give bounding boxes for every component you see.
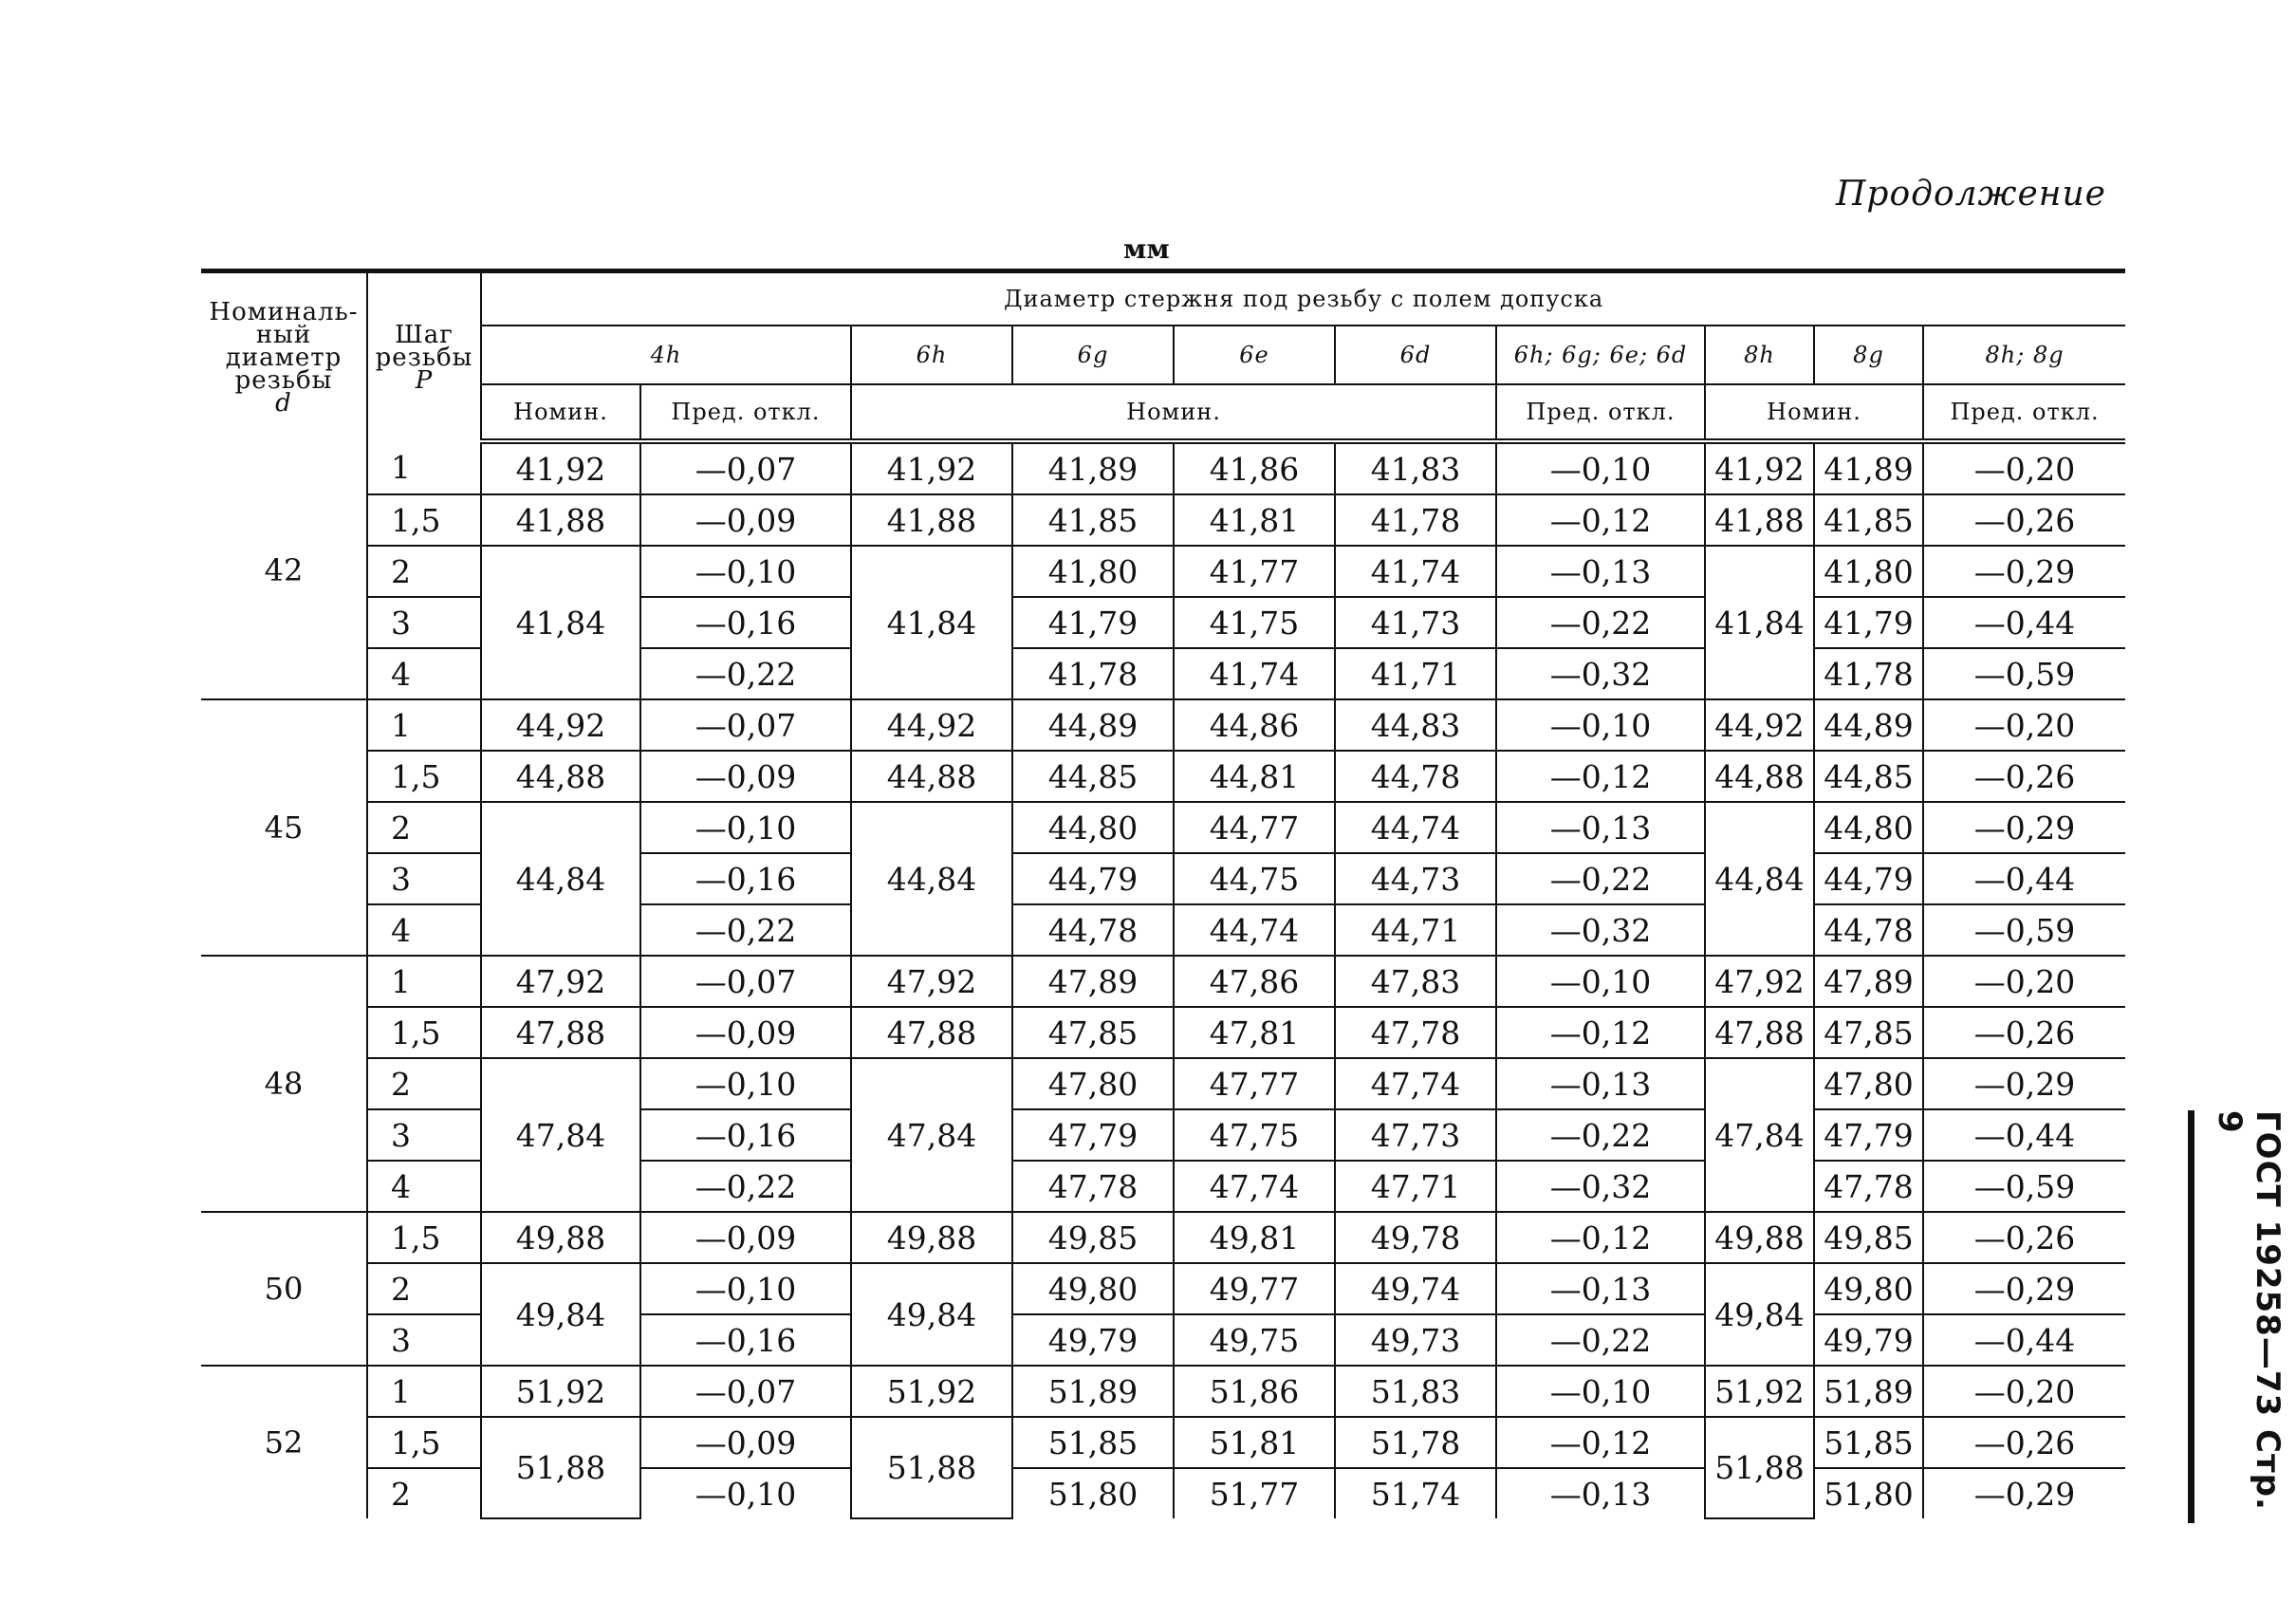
table-row (201, 802, 2125, 853)
pred-otkl-6-cell: —0,12 (1496, 751, 1705, 802)
pred-otkl-8-cell: —0,26 (1923, 494, 2125, 546)
continuation-label: Продолжение (1836, 175, 2106, 214)
header-nomin-4h: Номин. (481, 384, 640, 441)
nomin-6h-cell: 44,88 (851, 751, 1012, 802)
nomin-6d-cell: 41,78 (1335, 494, 1496, 546)
nominal-diameter-cell: 45 (201, 699, 367, 956)
header-tol-6h: 6h (851, 326, 1012, 384)
pred-otkl-8-cell: —0,20 (1923, 699, 2125, 751)
nomin-6g-cell: 47,80 (1012, 1058, 1174, 1109)
nomin-4h-cell: 51,88 (481, 1417, 640, 1518)
pred-otkl-8-cell: —0,59 (1923, 648, 2125, 699)
pred-otkl-4h-cell: —0,10 (640, 1468, 851, 1518)
pitch-cell: 2 (367, 1263, 481, 1314)
nomin-8g-cell: 41,89 (1814, 441, 1923, 494)
nomin-4h-cell: 47,92 (481, 956, 640, 1007)
nomin-8g-cell: 44,78 (1814, 904, 1923, 956)
nomin-6h-cell: 49,84 (851, 1263, 1012, 1366)
nomin-6e-cell: 47,77 (1174, 1058, 1335, 1109)
nomin-8g-cell: 41,85 (1814, 494, 1923, 546)
pred-otkl-4h-cell: —0,09 (640, 1417, 851, 1468)
nomin-6d-cell: 49,74 (1335, 1263, 1496, 1314)
nomin-6g-cell: 51,89 (1012, 1366, 1174, 1417)
nomin-8g-cell: 44,89 (1814, 699, 1923, 751)
nomin-6e-cell: 41,86 (1174, 441, 1335, 494)
nomin-6d-cell: 51,74 (1335, 1468, 1496, 1518)
nomin-4h-cell: 44,84 (481, 802, 640, 956)
nomin-8g-cell: 41,80 (1814, 546, 1923, 597)
pred-otkl-4h-cell: —0,09 (640, 494, 851, 546)
table-row (201, 546, 2125, 597)
nomin-6g-cell: 47,78 (1012, 1161, 1174, 1212)
nomin-6h-cell: 51,92 (851, 1366, 1012, 1417)
pred-otkl-6-cell: —0,22 (1496, 1314, 1705, 1366)
pitch-cell: 4 (367, 648, 481, 699)
pitch-cell: 3 (367, 597, 481, 648)
pred-otkl-4h-cell: —0,16 (640, 1314, 851, 1366)
nomin-6g-cell: 44,78 (1012, 904, 1174, 956)
nomin-8g-cell: 49,80 (1814, 1263, 1923, 1314)
pred-otkl-4h-cell: —0,09 (640, 751, 851, 802)
pitch-cell: 1 (367, 441, 481, 494)
nomin-6h-cell: 47,84 (851, 1058, 1012, 1212)
pred-otkl-8-cell: —0,59 (1923, 1161, 2125, 1212)
pred-otkl-4h-cell: —0,22 (640, 648, 851, 699)
pred-otkl-6-cell: —0,12 (1496, 1212, 1705, 1263)
table-row (201, 1058, 2125, 1109)
pred-otkl-6-cell: —0,10 (1496, 699, 1705, 751)
header-tol-6g: 6g (1012, 326, 1174, 384)
pred-otkl-4h-cell: —0,09 (640, 1212, 851, 1263)
nomin-6g-cell: 41,80 (1012, 546, 1174, 597)
nominal-diameter-cell: 48 (201, 956, 367, 1212)
pred-otkl-8-cell: —0,26 (1923, 751, 2125, 802)
nomin-6e-cell: 49,75 (1174, 1314, 1335, 1366)
pitch-cell: 2 (367, 1058, 481, 1109)
header-nomin-8: Номин. (1705, 384, 1923, 441)
nomin-8g-cell: 47,80 (1814, 1058, 1923, 1109)
nomin-6d-cell: 47,73 (1335, 1109, 1496, 1161)
nomin-8g-cell: 41,79 (1814, 597, 1923, 648)
nomin-8h-cell: 44,84 (1705, 802, 1814, 956)
header-pitch: Шаг резьбы P (367, 271, 481, 442)
pred-otkl-4h-cell: —0,22 (640, 1161, 851, 1212)
nomin-8g-cell: 44,85 (1814, 751, 1923, 802)
nomin-6h-cell: 44,92 (851, 699, 1012, 751)
pred-otkl-6-cell: —0,22 (1496, 1109, 1705, 1161)
nomin-6g-cell: 41,85 (1012, 494, 1174, 546)
pred-otkl-4h-cell: —0,16 (640, 597, 851, 648)
header-tol-6-all: 6h; 6g; 6e; 6d (1496, 326, 1705, 384)
pred-otkl-8-cell: —0,44 (1923, 1314, 2125, 1366)
header-tol-4h: 4h (481, 326, 851, 384)
header-pred-otkl-4h: Пред. откл. (640, 384, 851, 441)
pred-otkl-8-cell: —0,44 (1923, 597, 2125, 648)
nomin-8h-cell: 51,92 (1705, 1366, 1814, 1417)
header-nomin-6: Номин. (851, 384, 1496, 441)
nomin-6e-cell: 41,75 (1174, 597, 1335, 648)
side-label-text: ГОСТ 19258—73 Стр. 9 (2211, 1110, 2287, 1511)
header-pred-otkl-8: Пред. откл. (1923, 384, 2125, 441)
pred-otkl-6-cell: —0,10 (1496, 956, 1705, 1007)
nomin-6g-cell: 41,89 (1012, 441, 1174, 494)
pitch-cell: 3 (367, 1314, 481, 1366)
nomin-6e-cell: 44,77 (1174, 802, 1335, 853)
nomin-6g-cell: 44,79 (1012, 853, 1174, 904)
nomin-6e-cell: 41,81 (1174, 494, 1335, 546)
nomin-6d-cell: 44,71 (1335, 904, 1496, 956)
nomin-6g-cell: 49,80 (1012, 1263, 1174, 1314)
pred-otkl-4h-cell: —0,10 (640, 802, 851, 853)
pred-otkl-6-cell: —0,32 (1496, 1161, 1705, 1212)
pred-otkl-6-cell: —0,13 (1496, 1263, 1705, 1314)
pred-otkl-8-cell: —0,26 (1923, 1212, 2125, 1263)
nomin-4h-cell: 44,92 (481, 699, 640, 751)
nomin-6h-cell: 51,88 (851, 1417, 1012, 1518)
pred-otkl-4h-cell: —0,07 (640, 956, 851, 1007)
pred-otkl-8-cell: —0,44 (1923, 853, 2125, 904)
nomin-6g-cell: 47,89 (1012, 956, 1174, 1007)
nomin-6e-cell: 47,86 (1174, 956, 1335, 1007)
nomin-4h-cell: 41,92 (481, 441, 640, 494)
nomin-6e-cell: 47,75 (1174, 1109, 1335, 1161)
nomin-6g-cell: 41,78 (1012, 648, 1174, 699)
nomin-8h-cell: 47,92 (1705, 956, 1814, 1007)
pitch-cell: 1 (367, 956, 481, 1007)
nomin-4h-cell: 41,88 (481, 494, 640, 546)
nomin-8g-cell: 49,79 (1814, 1314, 1923, 1366)
table-row (201, 494, 2125, 546)
nomin-8h-cell: 44,92 (1705, 699, 1814, 751)
nomin-8h-cell: 47,88 (1705, 1007, 1814, 1058)
nomin-6g-cell: 49,79 (1012, 1314, 1174, 1366)
nomin-6e-cell: 49,81 (1174, 1212, 1335, 1263)
pitch-cell: 3 (367, 1109, 481, 1161)
pred-otkl-8-cell: —0,26 (1923, 1007, 2125, 1058)
pred-otkl-8-cell: —0,29 (1923, 546, 2125, 597)
pitch-cell: 1 (367, 699, 481, 751)
pred-otkl-6-cell: —0,32 (1496, 648, 1705, 699)
nomin-4h-cell: 47,84 (481, 1058, 640, 1212)
pitch-cell: 1 (367, 1366, 481, 1417)
pred-otkl-8-cell: —0,29 (1923, 1263, 2125, 1314)
nomin-6e-cell: 47,74 (1174, 1161, 1335, 1212)
nominal-diameter-cell: 42 (201, 441, 367, 699)
nomin-6g-cell: 51,85 (1012, 1417, 1174, 1468)
pred-otkl-4h-cell: —0,22 (640, 904, 851, 956)
nomin-6e-cell: 49,77 (1174, 1263, 1335, 1314)
pred-otkl-6-cell: —0,13 (1496, 802, 1705, 853)
nomin-6g-cell: 44,89 (1012, 699, 1174, 751)
pred-otkl-6-cell: —0,13 (1496, 1468, 1705, 1518)
pred-otkl-6-cell: —0,22 (1496, 597, 1705, 648)
nomin-6h-cell: 41,84 (851, 546, 1012, 699)
nomin-6d-cell: 47,71 (1335, 1161, 1496, 1212)
side-margin-label (2182, 1110, 2287, 1528)
nomin-6g-cell: 49,85 (1012, 1212, 1174, 1263)
table-row (201, 441, 2125, 494)
pred-otkl-8-cell: —0,29 (1923, 1468, 2125, 1518)
pred-otkl-6-cell: —0,32 (1496, 904, 1705, 956)
pred-otkl-6-cell: —0,12 (1496, 494, 1705, 546)
nomin-6h-cell: 49,88 (851, 1212, 1012, 1263)
nomin-8g-cell: 47,85 (1814, 1007, 1923, 1058)
nomin-6e-cell: 51,86 (1174, 1366, 1335, 1417)
nomin-8h-cell: 41,84 (1705, 546, 1814, 699)
pred-otkl-4h-cell: —0,07 (640, 699, 851, 751)
nomin-6e-cell: 44,86 (1174, 699, 1335, 751)
pred-otkl-4h-cell: —0,07 (640, 441, 851, 494)
header-nominal-diameter: Номиналь- ный диаметр резьбы d (201, 271, 367, 442)
pred-otkl-6-cell: —0,13 (1496, 546, 1705, 597)
nomin-6d-cell: 44,78 (1335, 751, 1496, 802)
pred-otkl-4h-cell: —0,16 (640, 1109, 851, 1161)
nomin-8h-cell: 49,88 (1705, 1212, 1814, 1263)
nomin-8g-cell: 47,79 (1814, 1109, 1923, 1161)
nomin-6e-cell: 44,75 (1174, 853, 1335, 904)
pred-otkl-8-cell: —0,20 (1923, 441, 2125, 494)
table-row (201, 1212, 2125, 1263)
pitch-cell: 2 (367, 546, 481, 597)
pitch-cell: 4 (367, 1161, 481, 1212)
nomin-8h-cell: 44,88 (1705, 751, 1814, 802)
pred-otkl-4h-cell: —0,07 (640, 1366, 851, 1417)
header-tol-8h: 8h (1705, 326, 1814, 384)
pred-otkl-4h-cell: —0,10 (640, 1058, 851, 1109)
pitch-cell: 1,5 (367, 751, 481, 802)
pred-otkl-8-cell: —0,26 (1923, 1417, 2125, 1468)
nomin-6h-cell: 44,84 (851, 802, 1012, 956)
pitch-cell: 4 (367, 904, 481, 956)
nominal-diameter-cell: 50 (201, 1212, 367, 1366)
pred-otkl-6-cell: —0,12 (1496, 1417, 1705, 1468)
nomin-6d-cell: 41,83 (1335, 441, 1496, 494)
pitch-cell: 1,5 (367, 1212, 481, 1263)
pred-otkl-6-cell: —0,22 (1496, 853, 1705, 904)
nomin-6e-cell: 44,81 (1174, 751, 1335, 802)
pred-otkl-4h-cell: —0,10 (640, 1263, 851, 1314)
pred-otkl-4h-cell: —0,10 (640, 546, 851, 597)
pred-otkl-4h-cell: —0,09 (640, 1007, 851, 1058)
nomin-8g-cell: 51,80 (1814, 1468, 1923, 1518)
nomin-8h-cell: 41,88 (1705, 494, 1814, 546)
nomin-6g-cell: 44,85 (1012, 751, 1174, 802)
table-row (201, 1007, 2125, 1058)
nomin-4h-cell: 51,92 (481, 1366, 640, 1417)
nomin-6e-cell: 51,81 (1174, 1417, 1335, 1468)
table-row (201, 751, 2125, 802)
nomin-6h-cell: 47,88 (851, 1007, 1012, 1058)
nomin-6h-cell: 41,88 (851, 494, 1012, 546)
nomin-8g-cell: 49,85 (1814, 1212, 1923, 1263)
table-row (201, 1366, 2125, 1417)
thread-diameter-table (201, 269, 2125, 1519)
nomin-6e-cell: 51,77 (1174, 1468, 1335, 1518)
header-pred-otkl-6: Пред. откл. (1496, 384, 1705, 441)
nomin-6d-cell: 44,73 (1335, 853, 1496, 904)
header-tol-8-all: 8h; 8g (1923, 326, 2125, 384)
pred-otkl-8-cell: —0,20 (1923, 956, 2125, 1007)
nomin-6g-cell: 47,85 (1012, 1007, 1174, 1058)
pitch-cell: 1,5 (367, 1007, 481, 1058)
pitch-cell: 3 (367, 853, 481, 904)
nomin-6d-cell: 47,83 (1335, 956, 1496, 1007)
table-row (201, 699, 2125, 751)
pred-otkl-8-cell: —0,29 (1923, 802, 2125, 853)
pred-otkl-8-cell: —0,44 (1923, 1109, 2125, 1161)
pred-otkl-6-cell: —0,10 (1496, 441, 1705, 494)
nomin-6g-cell: 41,79 (1012, 597, 1174, 648)
nomin-4h-cell: 49,88 (481, 1212, 640, 1263)
nomin-6d-cell: 41,71 (1335, 648, 1496, 699)
nomin-4h-cell: 44,88 (481, 751, 640, 802)
header-tol-6d: 6d (1335, 326, 1496, 384)
nomin-6d-cell: 41,73 (1335, 597, 1496, 648)
nomin-8h-cell: 47,84 (1705, 1058, 1814, 1212)
pred-otkl-6-cell: —0,13 (1496, 1058, 1705, 1109)
nomin-6g-cell: 51,80 (1012, 1468, 1174, 1518)
pred-otkl-6-cell: —0,10 (1496, 1366, 1705, 1417)
nomin-8h-cell: 41,92 (1705, 441, 1814, 494)
nomin-6d-cell: 41,74 (1335, 546, 1496, 597)
nomin-6g-cell: 47,79 (1012, 1109, 1174, 1161)
nominal-diameter-cell: 52 (201, 1366, 367, 1518)
nomin-6h-cell: 47,92 (851, 956, 1012, 1007)
pitch-cell: 1,5 (367, 1417, 481, 1468)
pred-otkl-8-cell: —0,20 (1923, 1366, 2125, 1417)
nomin-4h-cell: 41,84 (481, 546, 640, 699)
pitch-cell: 2 (367, 802, 481, 853)
nomin-6g-cell: 44,80 (1012, 802, 1174, 853)
nomin-6e-cell: 47,81 (1174, 1007, 1335, 1058)
pred-otkl-8-cell: —0,29 (1923, 1058, 2125, 1109)
units-label: мм (1123, 233, 1170, 265)
nomin-6d-cell: 49,73 (1335, 1314, 1496, 1366)
pitch-cell: 1,5 (367, 494, 481, 546)
nomin-6d-cell: 49,78 (1335, 1212, 1496, 1263)
nomin-8g-cell: 44,79 (1814, 853, 1923, 904)
nomin-4h-cell: 49,84 (481, 1263, 640, 1366)
table-row (201, 1263, 2125, 1314)
nomin-8g-cell: 47,78 (1814, 1161, 1923, 1212)
nomin-6d-cell: 44,74 (1335, 802, 1496, 853)
header-group-title: Диаметр стержня под резьбу с полем допуска (481, 271, 2125, 326)
nomin-4h-cell: 47,88 (481, 1007, 640, 1058)
header-tol-8g: 8g (1814, 326, 1923, 384)
nomin-8g-cell: 51,85 (1814, 1417, 1923, 1468)
nomin-8g-cell: 47,89 (1814, 956, 1923, 1007)
nomin-6d-cell: 47,78 (1335, 1007, 1496, 1058)
nomin-8h-cell: 51,88 (1705, 1417, 1814, 1518)
table-row (201, 956, 2125, 1007)
pred-otkl-8-cell: —0,59 (1923, 904, 2125, 956)
nomin-8g-cell: 41,78 (1814, 648, 1923, 699)
nomin-6e-cell: 44,74 (1174, 904, 1335, 956)
nomin-8g-cell: 51,89 (1814, 1366, 1923, 1417)
nomin-6e-cell: 41,74 (1174, 648, 1335, 699)
table-row (201, 1417, 2125, 1468)
table-body (201, 441, 2125, 1518)
pitch-cell: 2 (367, 1468, 481, 1518)
header-tol-6e: 6e (1174, 326, 1335, 384)
pred-otkl-4h-cell: —0,16 (640, 853, 851, 904)
nomin-6d-cell: 44,83 (1335, 699, 1496, 751)
nomin-6h-cell: 41,92 (851, 441, 1012, 494)
nomin-6d-cell: 51,78 (1335, 1417, 1496, 1468)
nomin-8g-cell: 44,80 (1814, 802, 1923, 853)
pred-otkl-6-cell: —0,12 (1496, 1007, 1705, 1058)
nomin-6d-cell: 51,83 (1335, 1366, 1496, 1417)
nomin-6d-cell: 47,74 (1335, 1058, 1496, 1109)
nomin-6e-cell: 41,77 (1174, 546, 1335, 597)
side-rule (2188, 1110, 2194, 1523)
nomin-8h-cell: 49,84 (1705, 1263, 1814, 1366)
